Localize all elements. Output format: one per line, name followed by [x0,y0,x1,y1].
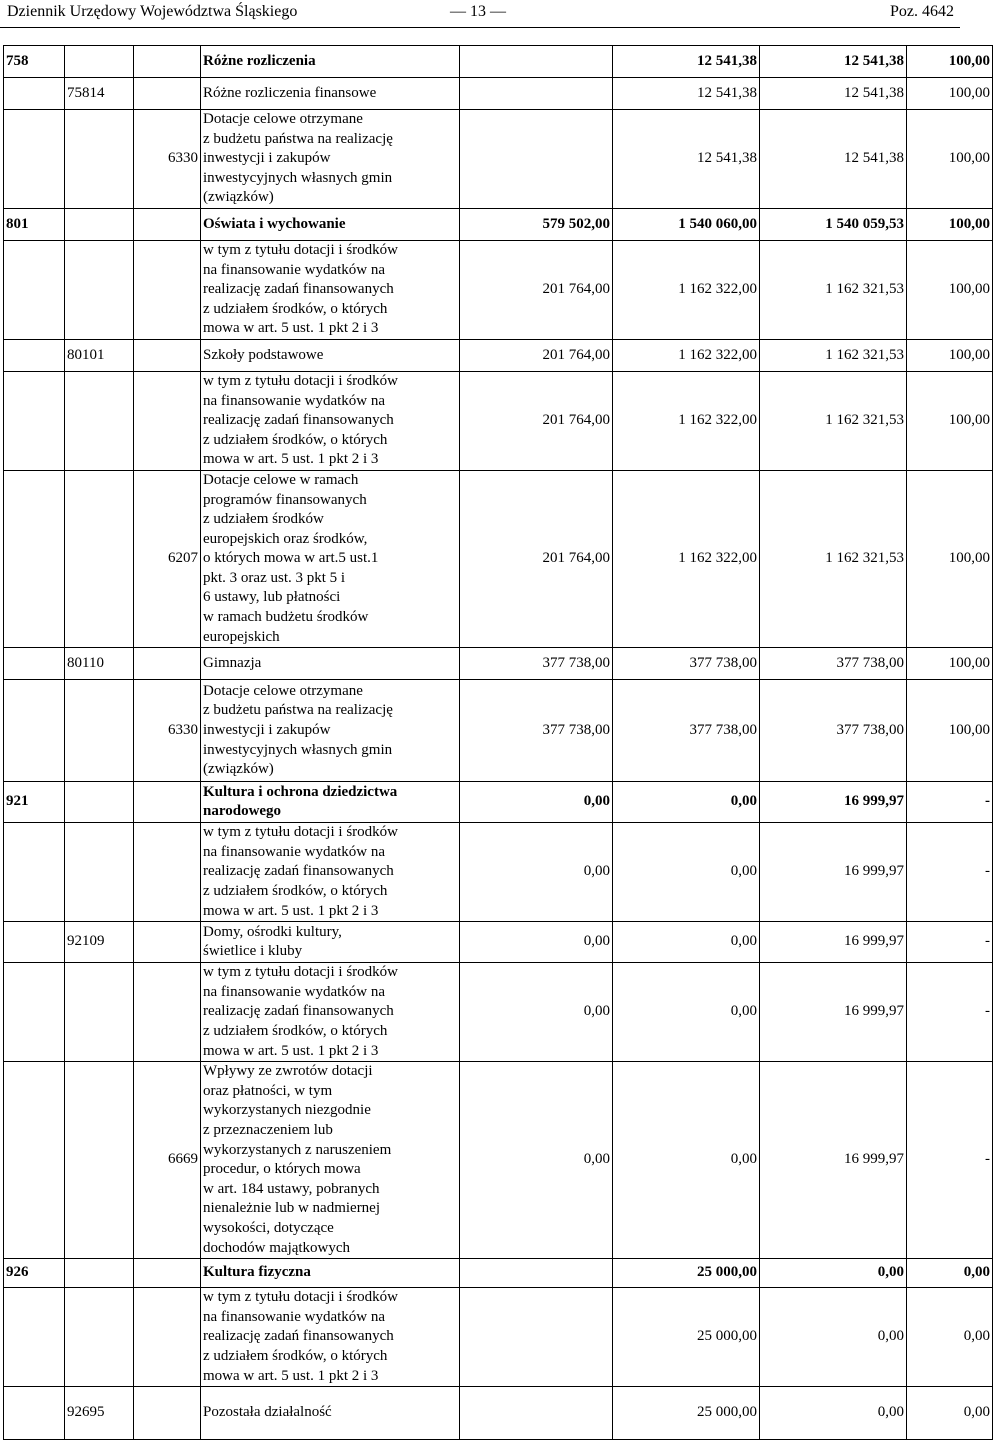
execution-percent: - [985,1003,990,1020]
budget-table-body [4,46,993,1440]
execution-percent: 100,00 [948,412,990,429]
section-code-cell [4,240,65,339]
executed: 16 999,97 [844,933,904,950]
planned-after-changes: 1 162 322,00 [678,281,757,298]
item-name-cell [201,1387,460,1440]
chapter-code-cell [65,648,134,680]
execution-percent-cell [907,46,993,78]
execution-percent-cell [907,1288,993,1387]
table-row [4,1259,993,1288]
chapter-code-cell [65,371,134,470]
executed: 1 540 059,53 [825,215,904,232]
journal-title: Dziennik Urzędowy Województwa Śląskiego [7,3,298,20]
page-header [0,0,960,28]
item-name-cell [201,1259,460,1288]
executed-cell [760,470,907,647]
executed-cell [760,823,907,922]
executed: 16 999,97 [844,1151,904,1168]
executed-cell [760,339,907,371]
chapter-code-cell [65,78,134,110]
execution-percent-cell [907,782,993,823]
planned-initial-cell [460,963,613,1062]
item-name-cell [201,110,460,209]
executed: 16 999,97 [844,793,904,810]
planned-initial-cell [460,1259,613,1288]
planned-initial: 0,00 [583,933,610,950]
planned-initial: 201 764,00 [542,412,610,429]
paragraph-code-cell [134,1062,201,1259]
executed-cell [760,1387,907,1440]
executed: 1 162 321,53 [825,412,904,429]
planned-after-changes-cell [613,339,760,371]
item-name: Dotacje celowe otrzymane z budżetu państwa na realizację inwestycji i zakupów inwestycyjnych własnych gmin (związków) [203,111,393,206]
chapter-code: 80110 [67,654,104,671]
table-row [4,680,993,782]
section-code-cell [4,1387,65,1440]
execution-percent: - [985,793,990,810]
item-name: Oświata i wychowanie [203,215,346,232]
execution-percent: 0,00 [963,1404,990,1421]
planned-after-changes-cell [613,470,760,647]
planned-after-changes: 25 000,00 [697,1404,757,1421]
executed: 16 999,97 [844,863,904,880]
table-row [4,110,993,209]
item-name-cell [201,680,460,782]
item-name-cell [201,339,460,371]
chapter-code: 80101 [67,346,105,363]
planned-after-changes: 377 738,00 [689,721,757,738]
item-name: w tym z tytułu dotacji i środków na finansowanie wydatków na realizację zadań finansowanych z udziałem środków, o których mowa w art. 5 ust. 1 pkt 2 i 3 [203,241,398,337]
paragraph-code-cell [134,963,201,1062]
paragraph-code-cell [134,240,201,339]
section-code-cell [4,208,65,240]
execution-percent-cell [907,648,993,680]
executed-cell [760,208,907,240]
execution-percent-cell [907,339,993,371]
planned-after-changes-cell [613,371,760,470]
execution-percent-cell [907,1387,993,1440]
planned-initial-cell [460,1288,613,1387]
chapter-code-cell [65,46,134,78]
planned-after-changes-cell [613,240,760,339]
item-name: Dotacje celowe otrzymane z budżetu państwa na realizację inwestycji i zakupów inwestycyjnych własnych gmin (związków) [203,682,393,778]
position-number: Poz. 4642 [890,3,954,20]
table-row [4,648,993,680]
item-name-cell [201,922,460,963]
planned-after-changes: 25 000,00 [697,1328,757,1345]
executed: 0,00 [877,1328,904,1345]
paragraph-code-cell [134,470,201,647]
item-name: w tym z tytułu dotacji i środków na finansowanie wydatków na realizację zadań finansowanych z udziałem środków, o których mowa w art. 5 ust. 1 pkt 2 i 3 [203,824,398,919]
planned-after-changes-cell [613,648,760,680]
planned-after-changes-cell [613,1387,760,1440]
item-name-cell [201,648,460,680]
executed: 1 162 321,53 [825,281,904,298]
section-code: 926 [6,1264,29,1281]
section-code-cell [4,1062,65,1259]
planned-initial-cell [460,371,613,470]
planned-after-changes: 12 541,38 [697,150,757,167]
item-name: Dotacje celowe w ramach programów finansowanych z udziałem środków europejskich oraz środków, o których mowa w art.5 ust.1 pkt. 3 oraz ust. 3 pkt 5 i 6 ustawy, lub płatności w ramach budżetu środków europejskich [203,471,379,645]
planned-initial: 201 764,00 [542,281,610,298]
section-code-cell [4,339,65,371]
chapter-code-cell [65,1259,134,1288]
planned-initial-cell [460,110,613,209]
section-code-cell [4,371,65,470]
planned-after-changes: 25 000,00 [697,1264,757,1281]
chapter-code-cell [65,1387,134,1440]
planned-after-changes: 1 162 322,00 [678,550,757,567]
paragraph-code-cell [134,1259,201,1288]
item-name: w tym z tytułu dotacji i środków na finansowanie wydatków na realizację zadań finansowanych z udziałem środków, o których mowa w art. 5 ust. 1 pkt 2 i 3 [203,372,398,468]
planned-after-changes-cell [613,1062,760,1259]
execution-percent: - [985,863,990,880]
executed: 1 162 321,53 [825,550,904,567]
execution-percent-cell [907,963,993,1062]
execution-percent-cell [907,208,993,240]
table-row [4,963,993,1062]
table-row [4,1062,993,1259]
table-row [4,339,993,371]
item-name-cell [201,208,460,240]
planned-after-changes: 0,00 [730,863,757,880]
planned-initial-cell [460,78,613,110]
executed-cell [760,371,907,470]
chapter-code-cell [65,470,134,647]
executed: 16 999,97 [844,1003,904,1020]
executed-cell [760,1062,907,1259]
paragraph-code-cell [134,922,201,963]
section-code-cell [4,963,65,1062]
item-name: Gimnazja [203,654,262,671]
item-name: Kultura fizyczna [203,1264,311,1281]
paragraph-code-cell [134,782,201,823]
chapter-code-cell [65,1062,134,1259]
execution-percent-cell [907,470,993,647]
execution-percent-cell [907,371,993,470]
planned-initial-cell [460,208,613,240]
paragraph-code-cell [134,46,201,78]
item-name-cell [201,1288,460,1387]
execution-percent: - [985,933,990,950]
section-code-cell [4,680,65,782]
execution-percent: 100,00 [948,84,990,101]
item-name: Kultura i ochrona dziedzictwa narodowego [203,783,398,820]
executed: 12 541,38 [844,150,904,167]
item-name-cell [201,78,460,110]
item-name: Wpływy ze zwrotów dotacji oraz płatności, w tym wykorzystanych niezgodnie z przeznaczeniem lub wykorzystanych z naruszeniem procedur, o których mowa w art. 184 ustawy, pobranych nienależnie lub w nadmiernej wysokości, dotyczące dochodów majątkowych [203,1063,392,1256]
planned-after-changes: 0,00 [730,1151,757,1168]
planned-after-changes-cell [613,208,760,240]
execution-percent-cell [907,922,993,963]
chapter-code-cell [65,208,134,240]
item-name-cell [201,371,460,470]
planned-after-changes-cell [613,782,760,823]
chapter-code-cell [65,823,134,922]
table-row [4,240,993,339]
planned-initial: 201 764,00 [542,550,610,567]
planned-initial-cell [460,339,613,371]
planned-initial: 0,00 [583,1003,610,1020]
execution-percent: 100,00 [948,52,990,69]
paragraph-code-cell [134,78,201,110]
executed-cell [760,240,907,339]
executed-cell [760,78,907,110]
budget-table [3,45,993,1440]
planned-initial-cell [460,46,613,78]
item-name: Domy, ośrodki kultury, świetlice i kluby [203,923,342,960]
planned-initial-cell [460,922,613,963]
section-code: 758 [6,52,29,69]
table-row [4,46,993,78]
chapter-code: 92109 [67,933,105,950]
section-code-cell [4,823,65,922]
executed: 12 541,38 [844,52,904,69]
item-name-cell [201,470,460,647]
paragraph-code-cell [134,208,201,240]
item-name: Szkoły podstawowe [203,346,324,363]
chapter-code-cell [65,963,134,1062]
planned-after-changes-cell [613,78,760,110]
section-code-cell [4,46,65,78]
planned-initial: 377 738,00 [542,721,610,738]
table-row [4,922,993,963]
paragraph-code-cell [134,823,201,922]
planned-after-changes-cell [613,1288,760,1387]
planned-initial-cell [460,240,613,339]
planned-initial-cell [460,470,613,647]
execution-percent: 100,00 [948,346,990,363]
chapter-code-cell [65,922,134,963]
chapter-code-cell [65,339,134,371]
executed: 1 162 321,53 [825,346,904,363]
executed: 377 738,00 [836,721,904,738]
planned-after-changes: 1 540 060,00 [678,215,757,232]
table-row [4,823,993,922]
section-code-cell [4,648,65,680]
execution-percent: 0,00 [963,1264,990,1281]
planned-initial-cell [460,782,613,823]
table-row [4,782,993,823]
planned-after-changes: 377 738,00 [689,654,757,671]
section-code-cell [4,470,65,647]
paragraph-code-cell [134,371,201,470]
execution-percent-cell [907,1062,993,1259]
execution-percent-cell [907,78,993,110]
section-code-cell [4,78,65,110]
paragraph-code-cell [134,1288,201,1387]
item-name-cell [201,240,460,339]
item-name: Pozostała działalność [203,1404,332,1421]
table-row [4,470,993,647]
executed-cell [760,110,907,209]
execution-percent-cell [907,240,993,339]
section-code-cell [4,110,65,209]
paragraph-code: 6207 [168,550,198,567]
executed-cell [760,1288,907,1387]
execution-percent: - [985,1151,990,1168]
executed-cell [760,680,907,782]
section-code: 921 [6,793,29,810]
section-code-cell [4,1288,65,1387]
item-name: Różne rozliczenia [203,52,316,69]
planned-after-changes-cell [613,963,760,1062]
planned-after-changes: 12 541,38 [697,52,757,69]
planned-after-changes-cell [613,922,760,963]
item-name-cell [201,1062,460,1259]
paragraph-code-cell [134,648,201,680]
execution-percent-cell [907,680,993,782]
planned-after-changes-cell [613,46,760,78]
chapter-code-cell [65,680,134,782]
executed: 0,00 [877,1264,904,1281]
executed: 12 541,38 [844,84,904,101]
section-code-cell [4,922,65,963]
chapter-code: 75814 [67,84,105,101]
planned-after-changes: 1 162 322,00 [678,346,757,363]
execution-percent: 100,00 [948,654,990,671]
planned-after-changes-cell [613,823,760,922]
planned-after-changes: 0,00 [730,933,757,950]
paragraph-code: 6330 [168,150,198,167]
execution-percent: 100,00 [948,721,990,738]
item-name-cell [201,963,460,1062]
planned-after-changes: 12 541,38 [697,84,757,101]
chapter-code-cell [65,782,134,823]
planned-initial-cell [460,680,613,782]
executed-cell [760,922,907,963]
paragraph-code: 6669 [168,1151,198,1168]
execution-percent: 0,00 [963,1328,990,1345]
planned-after-changes-cell [613,680,760,782]
execution-percent-cell [907,823,993,922]
planned-after-changes: 0,00 [730,1003,757,1020]
planned-after-changes-cell [613,110,760,209]
planned-after-changes: 1 162 322,00 [678,412,757,429]
chapter-code-cell [65,1288,134,1387]
planned-initial: 579 502,00 [542,215,610,232]
section-code: 801 [6,215,29,232]
table-row [4,78,993,110]
table-row [4,1387,993,1440]
planned-initial-cell [460,648,613,680]
planned-after-changes-cell [613,1259,760,1288]
table-row [4,208,993,240]
item-name: w tym z tytułu dotacji i środków na finansowanie wydatków na realizację zadań finansowanych z udziałem środków, o których mowa w art. 5 ust. 1 pkt 2 i 3 [203,1289,398,1384]
execution-percent: 100,00 [948,281,990,298]
paragraph-code-cell [134,1387,201,1440]
execution-percent-cell [907,1259,993,1288]
planned-initial-cell [460,1062,613,1259]
section-code-cell [4,782,65,823]
page-number: — 13 — [450,3,506,20]
executed-cell [760,1259,907,1288]
executed-cell [760,648,907,680]
executed: 0,00 [877,1404,904,1421]
execution-percent: 100,00 [948,150,990,167]
item-name: Różne rozliczenia finansowe [203,84,377,101]
executed-cell [760,46,907,78]
item-name: w tym z tytułu dotacji i środków na finansowanie wydatków na realizację zadań finansowanych z udziałem środków, o których mowa w art. 5 ust. 1 pkt 2 i 3 [203,964,398,1059]
chapter-code-cell [65,240,134,339]
paragraph-code-cell [134,339,201,371]
paragraph-code: 6330 [168,721,198,738]
planned-initial-cell [460,1387,613,1440]
planned-initial-cell [460,823,613,922]
table-row [4,1288,993,1387]
executed-cell [760,963,907,1062]
chapter-code-cell [65,110,134,209]
paragraph-code-cell [134,110,201,209]
planned-initial: 0,00 [583,1151,610,1168]
table-row [4,371,993,470]
paragraph-code-cell [134,680,201,782]
planned-initial: 0,00 [583,863,610,880]
planned-initial: 0,00 [583,793,610,810]
execution-percent: 100,00 [948,550,990,567]
planned-initial: 377 738,00 [542,654,610,671]
execution-percent-cell [907,110,993,209]
execution-percent: 100,00 [948,215,990,232]
item-name-cell [201,46,460,78]
executed-cell [760,782,907,823]
planned-after-changes: 0,00 [730,793,757,810]
section-code-cell [4,1259,65,1288]
executed: 377 738,00 [836,654,904,671]
header-divider [0,27,960,28]
item-name-cell [201,782,460,823]
item-name-cell [201,823,460,922]
planned-initial: 201 764,00 [542,346,610,363]
chapter-code: 92695 [67,1404,105,1421]
